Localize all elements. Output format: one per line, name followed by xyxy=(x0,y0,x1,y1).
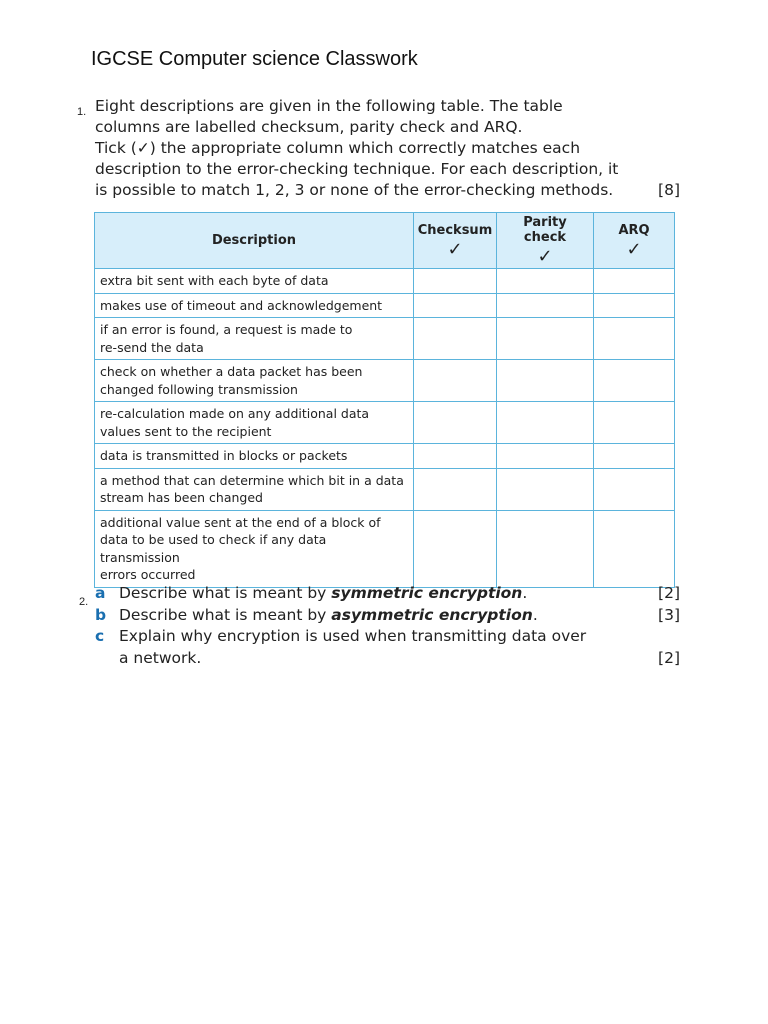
table-header-row xyxy=(95,213,675,269)
arq-cell[interactable] xyxy=(594,318,675,360)
arq-cell[interactable] xyxy=(594,510,675,587)
question-1-text xyxy=(95,96,680,201)
question-2-number: 2. xyxy=(79,596,89,608)
header-parity-check: Parity check ✓ xyxy=(497,213,594,269)
part-marks: [3] xyxy=(658,605,680,624)
part-text: Describe what is meant by asymmetric encryption. xyxy=(119,605,538,624)
parity-check-cell[interactable] xyxy=(497,318,594,360)
question-2b xyxy=(95,605,680,627)
parity-check-cell[interactable] xyxy=(497,269,594,294)
part-label: a xyxy=(95,584,106,602)
parity-check-cell[interactable] xyxy=(497,510,594,587)
header-description: Description xyxy=(95,213,414,269)
part-label: b xyxy=(95,605,107,624)
checksum-cell[interactable] xyxy=(414,269,497,294)
arq-cell[interactable] xyxy=(594,269,675,294)
part-marks: [2] xyxy=(658,648,680,667)
table-row xyxy=(95,293,675,318)
checksum-cell[interactable] xyxy=(414,468,497,510)
arq-cell[interactable] xyxy=(594,444,675,469)
part-text: Explain why encryption is used when transmitting data over a network. xyxy=(119,627,587,667)
checksum-cell[interactable] xyxy=(414,293,497,318)
q1-line: Tick (✓) the appropriate column which correctly matches each xyxy=(95,139,581,157)
checksum-cell[interactable] xyxy=(414,318,497,360)
q1-line: columns are labelled checksum, parity check and ARQ. xyxy=(95,118,523,136)
arq-cell[interactable] xyxy=(594,293,675,318)
table-row xyxy=(95,510,675,587)
q1-line: description to the error-checking technique. For each description, it xyxy=(95,160,619,178)
header-checksum: Checksum ✓ xyxy=(414,213,497,269)
tick-icon: ✓ xyxy=(537,246,553,267)
arq-cell[interactable] xyxy=(594,468,675,510)
table-row xyxy=(95,360,675,402)
row-description: data is transmitted in blocks or packets xyxy=(95,444,414,469)
table-row xyxy=(95,402,675,444)
header-arq: ARQ ✓ xyxy=(594,213,675,269)
table-row xyxy=(95,269,675,294)
arq-cell[interactable] xyxy=(594,360,675,402)
error-checking-table xyxy=(94,212,675,588)
row-description: makes use of timeout and acknowledgement xyxy=(95,293,414,318)
tick-icon: ✓ xyxy=(626,238,642,260)
part-marks: [2] xyxy=(658,584,680,602)
question-1-marks: [8] xyxy=(658,181,680,199)
arq-cell[interactable] xyxy=(594,402,675,444)
table-row xyxy=(95,468,675,510)
question-2a xyxy=(95,583,680,605)
row-description: a method that can determine which bit in a data stream has been changed xyxy=(95,468,414,510)
part-text: Describe what is meant by symmetric encryption. xyxy=(119,584,528,602)
checksum-cell[interactable] xyxy=(414,360,497,402)
checksum-cell[interactable] xyxy=(414,510,497,587)
row-description: check on whether a data packet has been changed following transmission xyxy=(95,360,414,402)
table-row xyxy=(95,318,675,360)
question-2c xyxy=(95,626,680,669)
row-description: if an error is found, a request is made to re-send the data xyxy=(95,318,414,360)
question-2-parts xyxy=(95,583,680,669)
q1-line: is possible to match 1, 2, 3 or none of the error-checking methods. [8] xyxy=(95,181,680,199)
parity-check-cell[interactable] xyxy=(497,468,594,510)
q1-line: Eight descriptions are given in the following table. The table xyxy=(95,97,563,115)
part-label: c xyxy=(95,627,105,645)
parity-check-cell[interactable] xyxy=(497,293,594,318)
page-title: IGCSE Computer science Classwork xyxy=(91,48,418,70)
question-1-number: 1. xyxy=(77,106,87,118)
parity-check-cell[interactable] xyxy=(497,444,594,469)
row-description: re-calculation made on any additional data values sent to the recipient xyxy=(95,402,414,444)
parity-check-cell[interactable] xyxy=(497,360,594,402)
parity-check-cell[interactable] xyxy=(497,402,594,444)
checksum-cell[interactable] xyxy=(414,444,497,469)
row-description: additional value sent at the end of a block of data to be used to check if any data transmission errors occurred xyxy=(95,510,414,587)
row-description: extra bit sent with each byte of data xyxy=(95,269,414,294)
checksum-cell[interactable] xyxy=(414,402,497,444)
table-row xyxy=(95,444,675,469)
tick-icon: ✓ xyxy=(447,238,463,260)
